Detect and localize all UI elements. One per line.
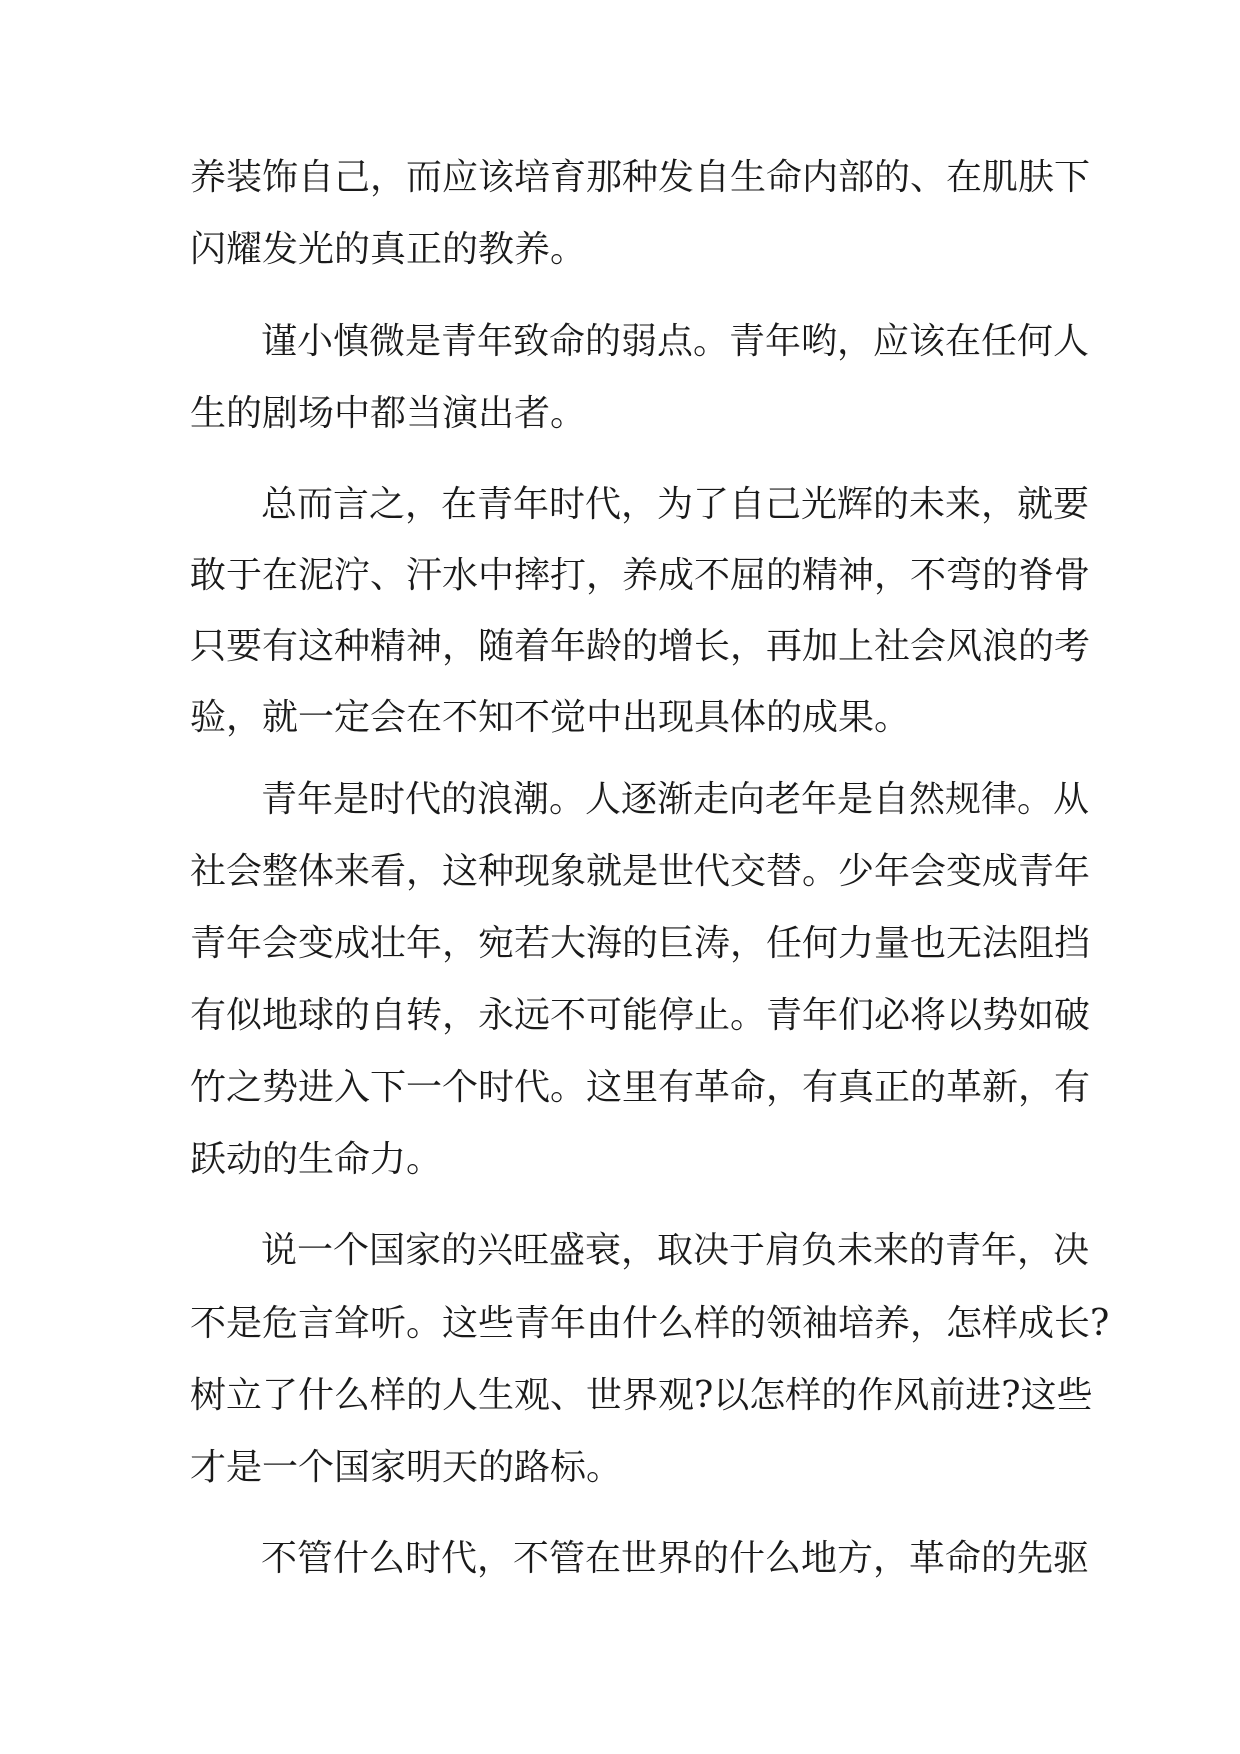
paragraph-first-line: 谨小慎微是青年致命的弱点。青年哟，应该在任何人 bbox=[261, 321, 1090, 362]
text-line: 有似地球的自转，永远不可能停止。青年们必将以势如破 bbox=[190, 995, 1091, 1036]
text-line: 竹之势进入下一个时代。这里有革命，有真正的革新，有 bbox=[190, 1067, 1091, 1108]
text-line: 社会整体来看，这种现象就是世代交替。少年会变成青年 bbox=[190, 851, 1091, 892]
paragraph-first-line: 不管什么时代，不管在世界的什么地方，革命的先驱 bbox=[261, 1538, 1090, 1579]
paragraph-first-line: 总而言之，在青年时代，为了自己光辉的未来，就要 bbox=[261, 484, 1090, 525]
text-line: 生的剧场中都当演出者。 bbox=[190, 393, 587, 434]
text-line: 才是一个国家明天的路标。 bbox=[190, 1447, 623, 1488]
text-line: 敢于在泥泞、汗水中摔打，养成不屈的精神，不弯的脊骨 bbox=[190, 555, 1091, 596]
text-line: 不是危言耸听。这些青年由什么样的领袖培养，怎样成长? bbox=[190, 1303, 1110, 1344]
text-line: 闪耀发光的真正的教养。 bbox=[190, 229, 587, 270]
text-line: 只要有这种精神，随着年龄的增长，再加上社会风浪的考 bbox=[190, 626, 1091, 667]
text-line: 养装饰自己，而应该培育那种发自生命内部的、在肌肤下 bbox=[190, 157, 1091, 198]
text-line: 跃动的生命力。 bbox=[190, 1139, 443, 1180]
text-line: 树立了什么样的人生观、世界观?以怎样的作风前进?这些 bbox=[190, 1375, 1093, 1416]
text-line: 青年会变成壮年，宛若大海的巨涛，任何力量也无法阻挡 bbox=[190, 923, 1091, 964]
text-line: 验，就一定会在不知不觉中出现具体的成果。 bbox=[190, 697, 911, 738]
paragraph-first-line: 说一个国家的兴旺盛衰，取决于肩负未来的青年，决 bbox=[261, 1230, 1090, 1271]
paragraph-first-line: 青年是时代的浪潮。人逐渐走向老年是自然规律。从 bbox=[261, 779, 1090, 820]
